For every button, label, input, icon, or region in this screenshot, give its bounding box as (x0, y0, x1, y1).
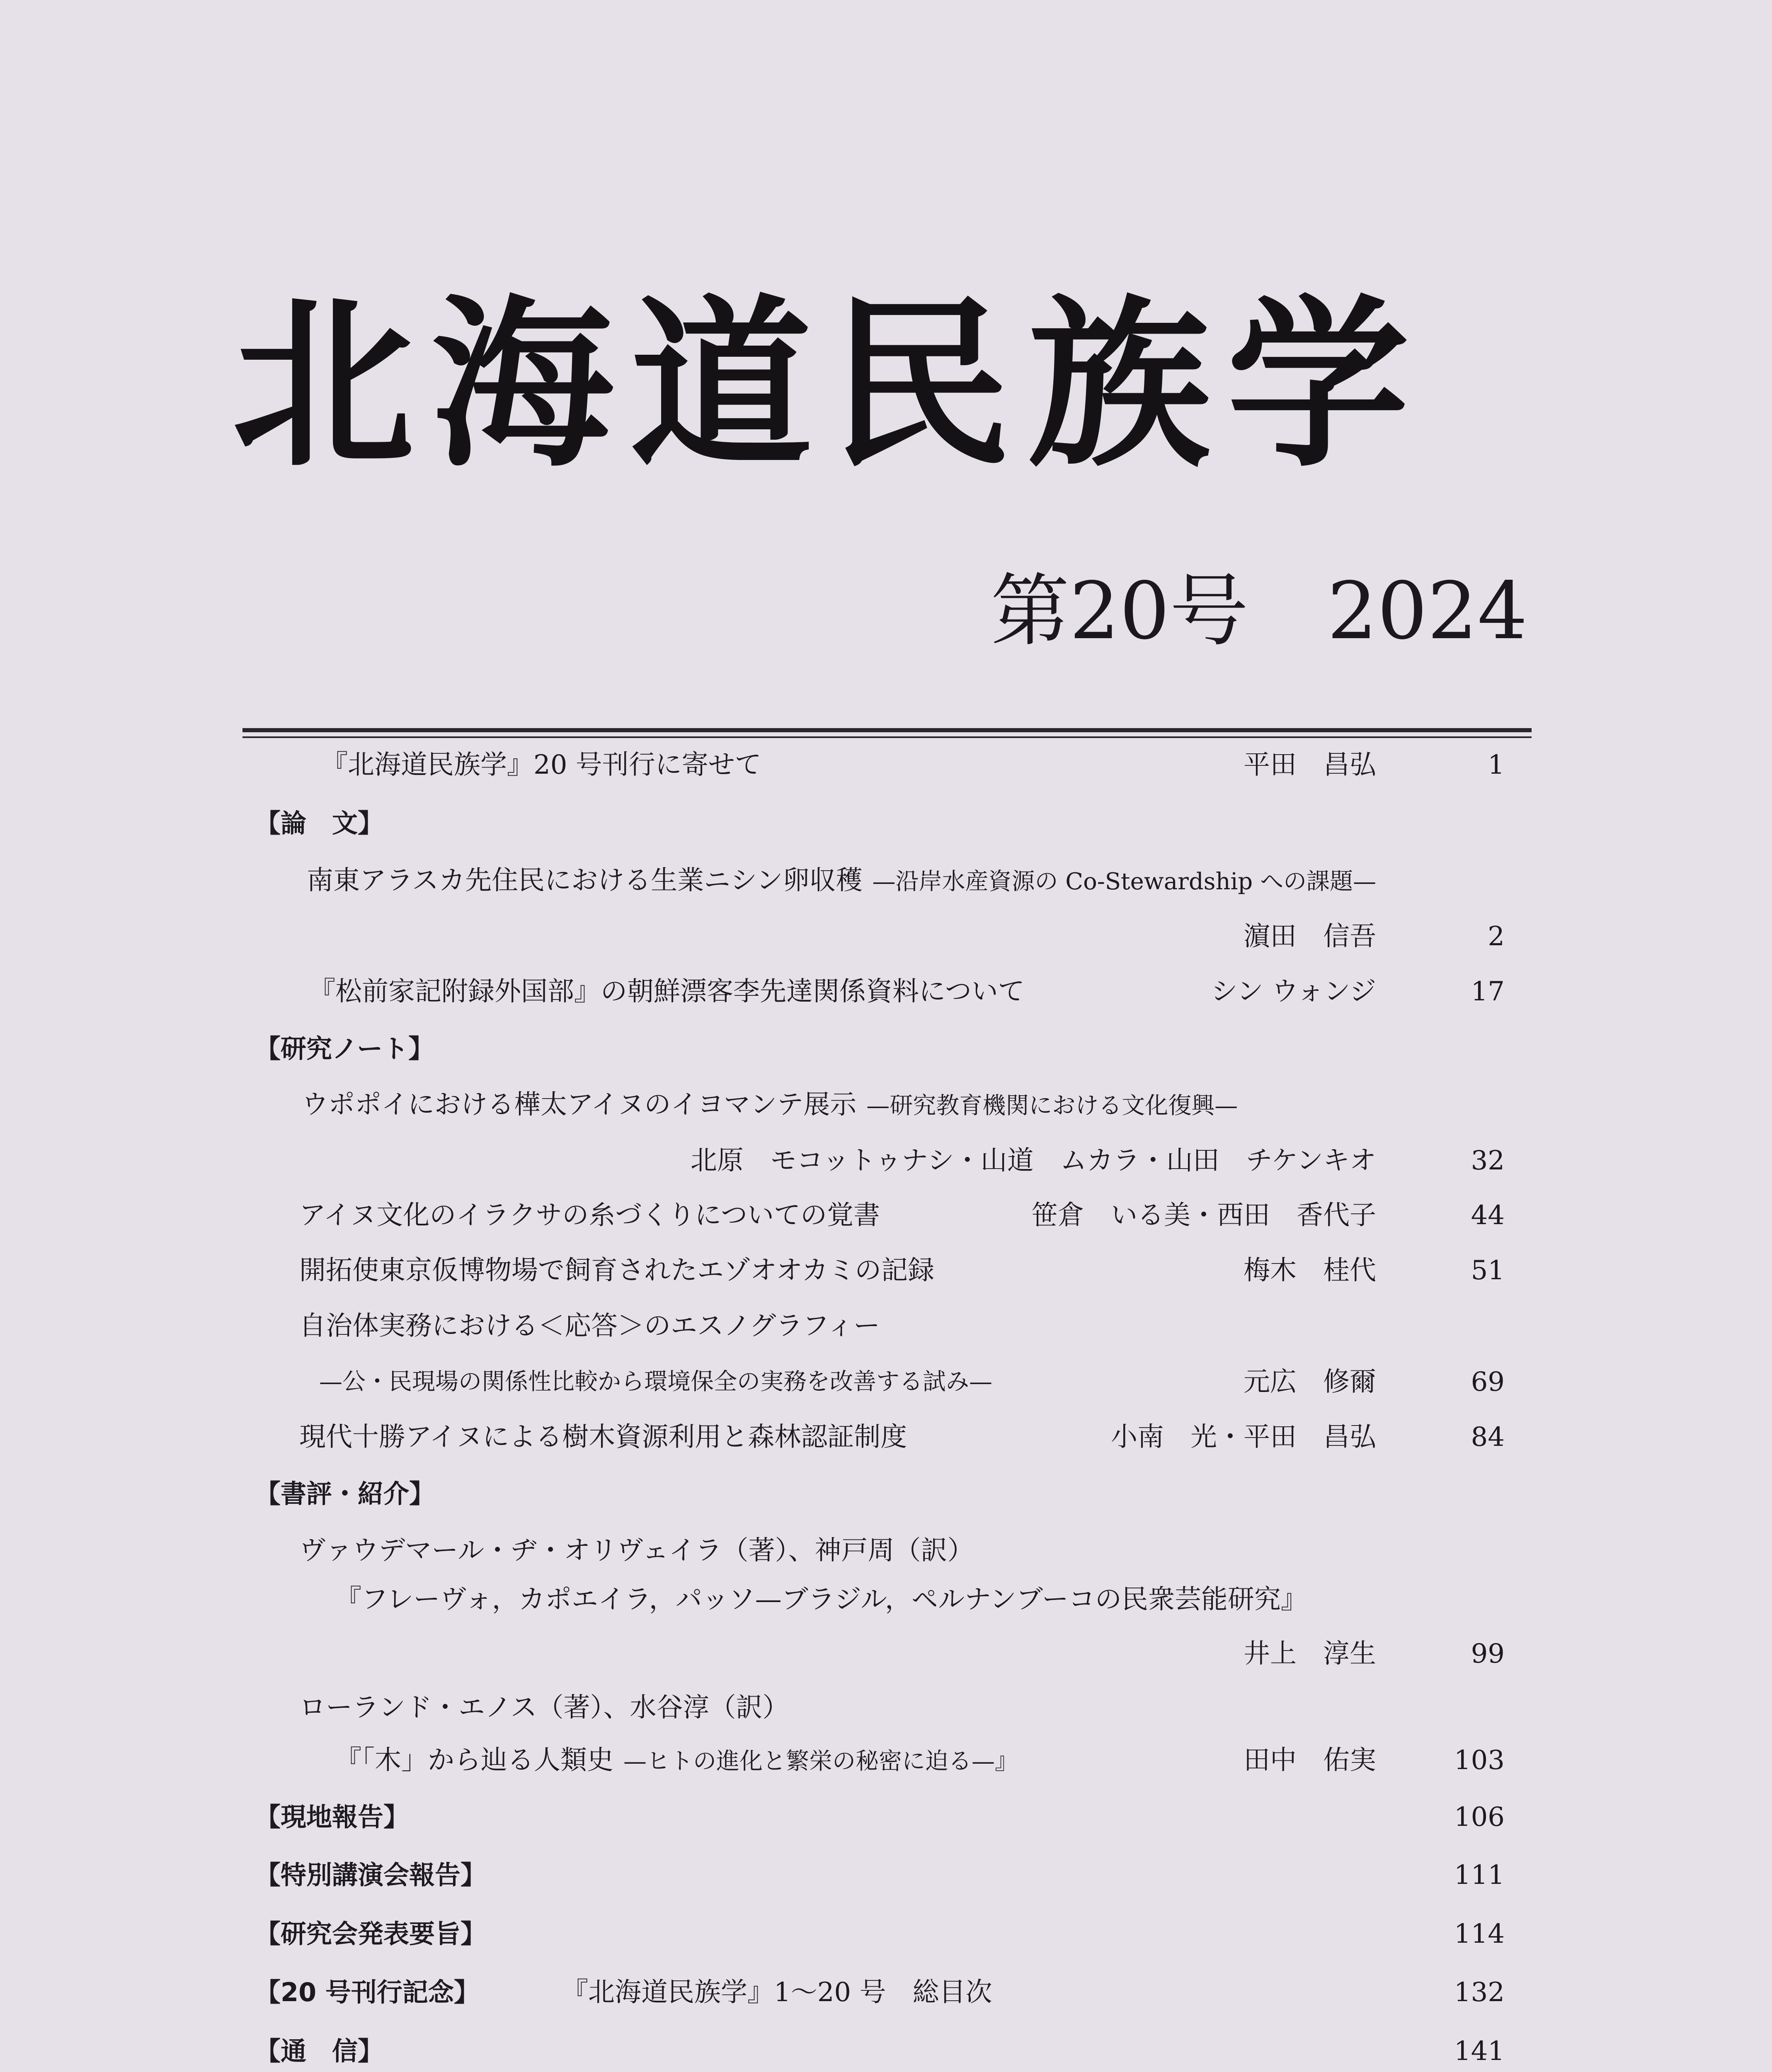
entry-title-line (307, 858, 1376, 905)
section-label: 【論 文】 (255, 808, 384, 838)
entry-author: 梅木 桂代 (1244, 1255, 1376, 1286)
entry-subtitle: —研究教育機関における文化復興— (866, 1092, 1238, 1119)
toc-entry-author (0, 1631, 1772, 1677)
toc-entry (0, 1303, 1772, 1349)
entry-page: 103 (1454, 1745, 1505, 1776)
section-page: 111 (1454, 1860, 1505, 1890)
section-page: 132 (1454, 1977, 1505, 2008)
entry-page: 44 (1471, 1200, 1505, 1231)
toc-section (0, 801, 1772, 846)
section-page: 106 (1454, 1802, 1505, 1832)
entry-title: 『「木」から辿る人類史 (335, 1745, 613, 1776)
entry-author: シン ウォンジ (1211, 976, 1376, 1007)
toc-entry (0, 1248, 1772, 1293)
toc-entry (0, 858, 1772, 903)
toc-entry (0, 1685, 1772, 1731)
entry-title: 『松前家記附録外国部』の朝鮮漂客李先達関係資料について (309, 976, 1025, 1007)
entry-title: 現代十勝アイヌによる樹木資源利用と森林認証制度 (299, 1422, 907, 1452)
entry-title: ヴァウデマール・ヂ・オリヴェイラ（著）、神戸周（訳） (299, 1535, 974, 1566)
entry-page: 32 (1471, 1145, 1505, 1176)
entry-title: ウポポイにおける樺太アイヌのイヨマンテ展示 (302, 1089, 857, 1120)
toc-entry (0, 1359, 1772, 1405)
entry-author: 濵田 信吾 (1244, 921, 1376, 952)
section-label: 【研究会発表要旨】 (255, 1919, 487, 1949)
toc-section (0, 1794, 1772, 1840)
journal-title: 北海道民族学 (232, 279, 1426, 491)
toc-section (0, 1471, 1772, 1517)
section-label: 【書評・紹介】 (255, 1479, 435, 1509)
entry-page: 69 (1471, 1367, 1505, 1397)
section-label: 【現地報告】 (255, 1802, 410, 1832)
entry-author: 井上 淳生 (1244, 1639, 1376, 1669)
toc-section (0, 2028, 1772, 2072)
entry-subtitle: —ヒトの進化と繁栄の秘密に迫る—』 (623, 1748, 1018, 1775)
entry-title-line (302, 1082, 1238, 1129)
issue-number: 第20号 (991, 565, 1248, 657)
entry-page: 99 (1471, 1639, 1505, 1669)
toc-entry (0, 1528, 1772, 1573)
toc-section (0, 1026, 1772, 1072)
entry-subtitle: —沿岸水産資源の Co-Stewardship への課題— (872, 868, 1377, 895)
entry-author: 平田 昌弘 (1244, 750, 1376, 780)
toc-section (0, 1970, 1772, 2015)
entry-page: 17 (1471, 976, 1505, 1007)
entry-title: ローランド・エノス（著）、水谷淳（訳） (299, 1692, 789, 1723)
entry-page: 1 (1488, 750, 1505, 780)
entry-page: 84 (1471, 1422, 1505, 1452)
entry-title: 『北海道民族学』20 号刊行に寄せて (321, 750, 761, 780)
entry-title: 自治体実務における＜応答＞のエスノグラフィー (299, 1311, 880, 1341)
toc-section (0, 1852, 1772, 1898)
entry-title: アイヌ文化のイラクサの糸づくりについての覚書 (299, 1200, 880, 1231)
toc-entry (0, 742, 1772, 788)
entry-page: 2 (1488, 921, 1505, 952)
section-title: 『北海道民族学』1〜20 号 総目次 (562, 1977, 992, 2008)
section-page: 141 (1454, 2036, 1505, 2067)
toc-section (0, 1911, 1772, 1957)
toc-entry (0, 1414, 1772, 1460)
toc-entry (0, 1577, 1772, 1622)
toc-entry-author (0, 1138, 1772, 1184)
entry-author: 笹倉 いる美・西田 香代子 (1031, 1200, 1376, 1231)
entry-author: 北原 モコットゥナシ・山道 ムカラ・山田 チケンキオ (690, 1145, 1376, 1176)
toc-entry (0, 1082, 1772, 1128)
entry-page: 51 (1471, 1255, 1505, 1286)
section-label: 【通 信】 (255, 2036, 384, 2066)
section-label: 【特別講演会報告】 (255, 1860, 487, 1890)
section-label: 【20 号刊行記念】 (255, 1977, 480, 2007)
entry-author: 小南 光・平田 昌弘 (1111, 1422, 1376, 1452)
entry-author: 田中 佑実 (1244, 1745, 1376, 1776)
toc-entry-author (0, 914, 1772, 959)
entry-title: 『フレーヴォ，カポエイラ，パッソ—ブラジル，ペルナンブーコの民衆芸能研究』 (335, 1584, 1307, 1615)
entry-title: 開拓使東京仮博物場で飼育されたエゾオオカミの記録 (299, 1255, 935, 1286)
entry-subtitle: —公・民現場の関係性比較から環境保全の実務を改善する試み— (319, 1368, 992, 1395)
entry-title: 南東アラスカ先住民における生業ニシン卵収穫 (307, 865, 863, 896)
toc-entry (0, 1193, 1772, 1238)
toc-entry (0, 1738, 1772, 1783)
entry-author: 元広 修爾 (1244, 1367, 1376, 1397)
section-label: 【研究ノート】 (255, 1034, 434, 1064)
issue-year: 2024 (1327, 565, 1528, 657)
toc-entry (0, 969, 1772, 1014)
entry-title-line (335, 1738, 1018, 1784)
section-page: 114 (1454, 1919, 1505, 1949)
